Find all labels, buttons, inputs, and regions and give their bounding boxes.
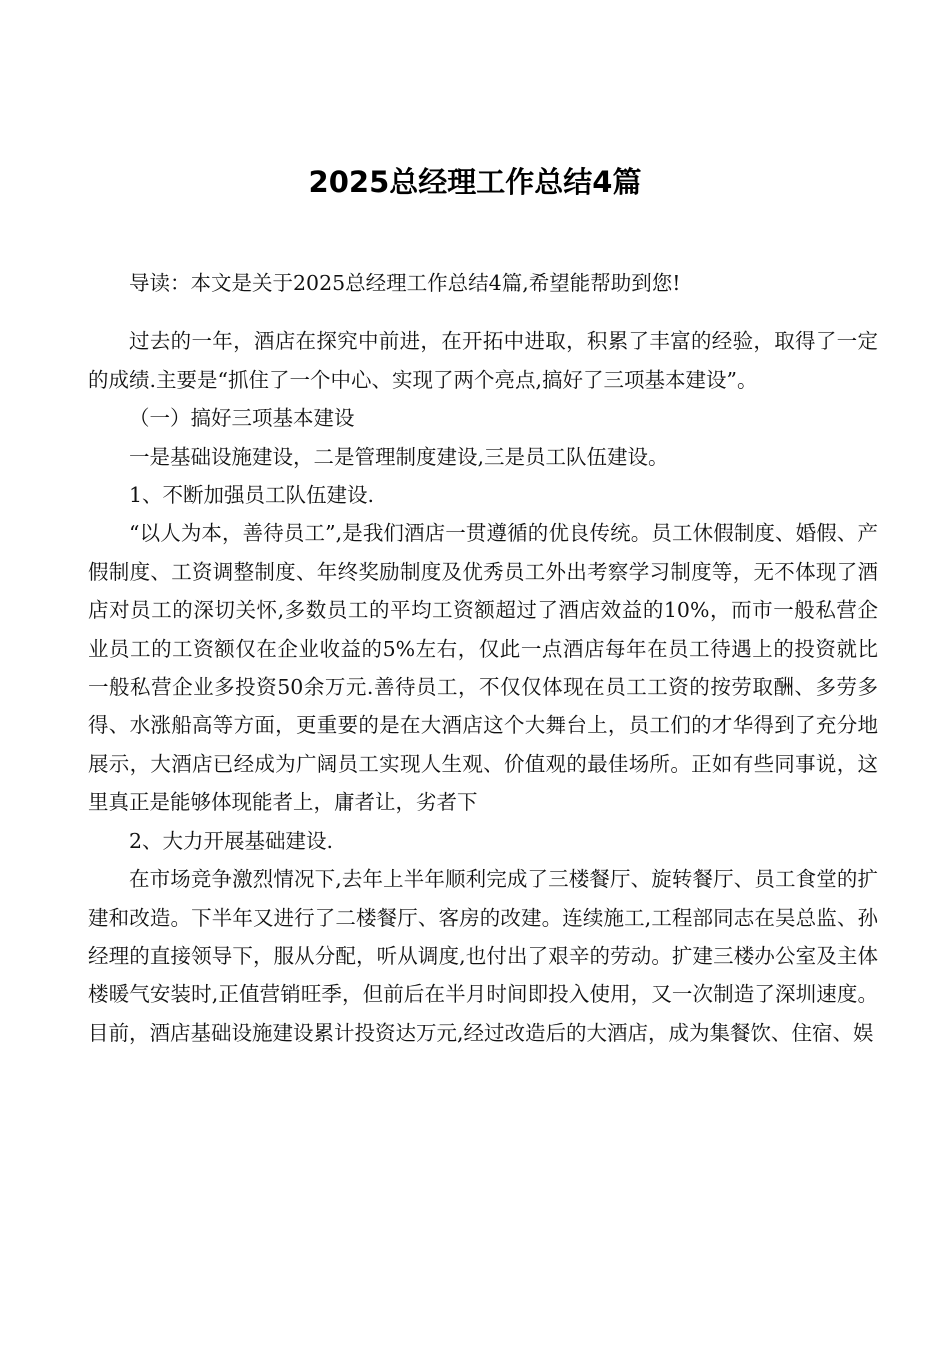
document-body [88, 264, 878, 1052]
intro-paragraph: 导读：本文是关于2025总经理工作总结4篇,希望能帮助到您! [129, 271, 681, 295]
paragraph-three-constructions: 一是基础设施建设，二是管理制度建设,三是员工队伍建设。 [129, 444, 669, 469]
section-heading: （一）搞好三项基本建设 [129, 406, 355, 431]
subheading-infrastructure: 2、大力开展基础建设. [129, 828, 334, 853]
document-title: 2025总经理工作总结4篇 [308, 165, 642, 199]
paragraph-infrastructure: 在市场竞争激烈情况下,去年上半年顺利完成了三楼餐厅、旋转餐厅、员工食堂的扩建和改造。下半年又进行了二楼餐厅、客房的改建。连续施工,工程部同志在吴总监、孙经理的直接领导下，服从分配，听从调度,也付出了艰辛的劳动。扩建三楼办公室及主体楼暖气安装时,正值营销旺季，但前后在半月时间即投入使用，又一次制造了深圳速度。目前，酒店基础设施建设累计投资达万元,经过改造后的大酒店，成为集餐饮、住宿、娱 [88, 867, 878, 1045]
paragraph-overview: 过去的一年，酒店在探究中前进，在开拓中进取，积累了丰富的经验，取得了一定的成绩.主要是“抓住了一个中心、实现了两个亮点,搞好了三项基本建设”。 [88, 329, 878, 392]
subheading-staff: 1、不断加强员工队伍建设. [129, 483, 375, 508]
paragraph-staff: “以人为本，善待员工”,是我们酒店一贯遵循的优良传统。员工休假制度、婚假、产假制度、工资调整制度、年终奖励制度及优秀员工外出考察学习制度等，无不体现了酒店对员工的深切关怀,多数员工的平均工资额超过了酒店效益的10%，而市一般私营企业员工的工资额仅在企业收益的5%左右，仅此一点酒店每年在员工待遇上的投资就比一般私营企业多投资50余万元.善待员工，不仅仅体现在员工工资的按劳取酬、多劳多得、水涨船高等方面，更重要的是在大酒店这个大舞台上，员工们的才华得到了充分地展示，大酒店已经成为广阔员工实现人生观、价值观的最佳场所。正如有些同事说，这里真正是能够体现能者上，庸者让，劣者下 [88, 521, 878, 815]
